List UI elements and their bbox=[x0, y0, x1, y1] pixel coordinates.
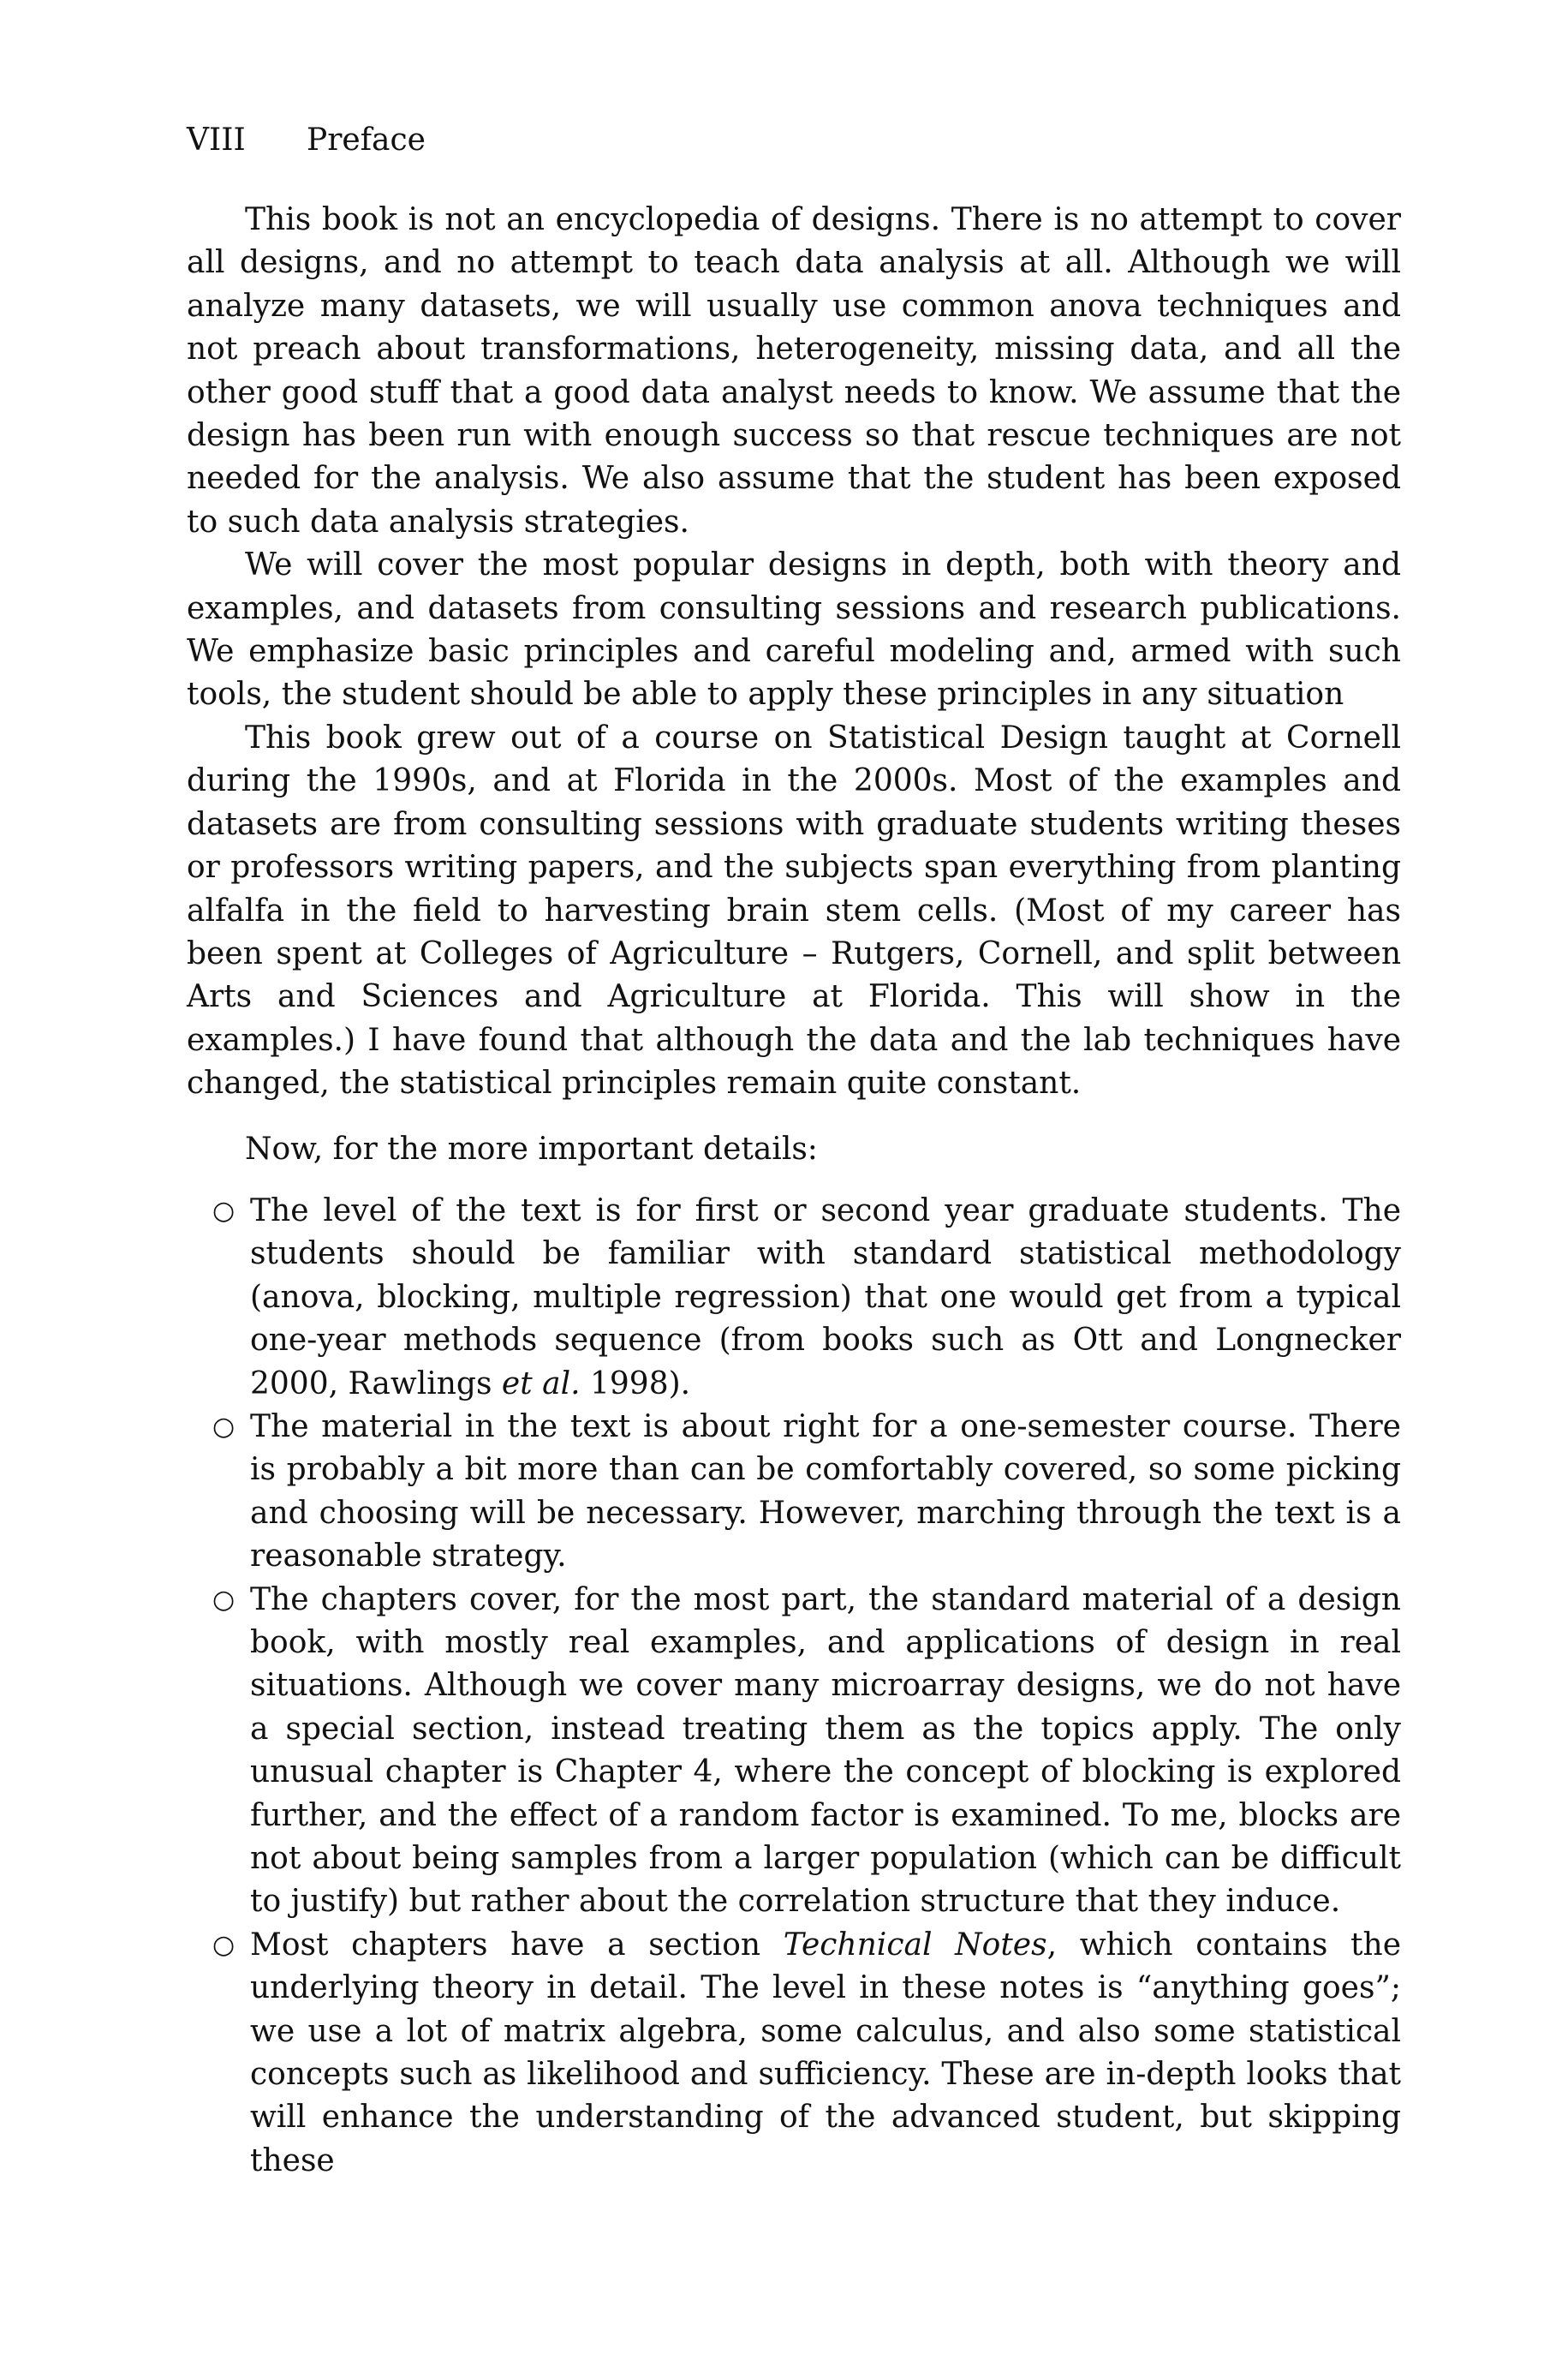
body-text bbox=[187, 199, 1401, 2183]
page-number: VIII bbox=[187, 122, 246, 158]
paragraph-coverage: We will cover the most popular designs in depth, both with theory and examples, and datasets from consulting sessions and research publications. We emphasize basic principles and careful modeling and, armed with such tools, the student should be able to apply these principles in any situation bbox=[187, 547, 1401, 713]
paragraph-scope: This book is not an encyclopedia of designs. There is no attempt to cover all designs, and no attempt to teach data analysis at all. Although we will analyze many datasets, we will usually use common anova techniques and not preach about transformations, heterogeneity, missing data, and all the other good stuff that a good data analyst needs to know. We assume that the design has been run with enough success so that rescue techniques are not needed for the analysis. We also assume that the student has been exposed to such data analysis strategies. bbox=[187, 202, 1401, 540]
paragraph-details-intro: Now, for the more important details: bbox=[245, 1131, 818, 1167]
circle-bullet-icon: ○ bbox=[212, 1411, 235, 1442]
list-item-text: The material in the text is about right for a one-semester course. There is probably a bit more than can be comfortably covered, so some picking and choosing will be necessary. However, marching through the text is a reasonable strategy. bbox=[250, 1408, 1401, 1574]
list-item-italic: et al. bbox=[501, 1365, 581, 1401]
list-item bbox=[187, 1579, 1401, 1924]
list-item bbox=[187, 1190, 1401, 1406]
list-item-text-end: , which contains the underlying theory in detail. The level in these notes is “anything goes”; we use a lot of matrix algebra, some calculus, and also some statistical concepts such as likelihood and sufficiency. These are in-depth looks that will enhance the understanding of the advanced student, but skipping these bbox=[250, 1927, 1401, 2178]
section-title: Preface bbox=[307, 122, 426, 158]
circle-bullet-icon: ○ bbox=[212, 1195, 235, 1226]
list-item-text-end: 1998). bbox=[580, 1365, 691, 1401]
circle-bullet-icon: ○ bbox=[212, 1584, 235, 1615]
circle-bullet-icon: ○ bbox=[212, 1929, 235, 1960]
list-item-text: The chapters cover, for the most part, the standard material of a design book, with mostly real examples, and applications of design in real situations. Although we cover many microarray designs, we do not have a special section, instead treating them as the topics apply. The only unusual chapter is Chapter 4, where the concept of blocking is explored further, and the effect of a random factor is examined. To me, blocks are not about being samples from a larger population (which can be difficult to justify) but rather about the correlation structure that they induce. bbox=[250, 1581, 1401, 1920]
list-item-text: Most chapters have a section bbox=[250, 1927, 784, 1963]
details-list bbox=[187, 1190, 1401, 2183]
list-item bbox=[187, 1406, 1401, 1579]
list-item-italic: Technical Notes bbox=[783, 1927, 1047, 1963]
list-item-text: The level of the text is for first or second year graduate students. The students should be familiar with standard statistical methodology (anova, blocking, multiple regression) that one would get from a typical one-year methods sequence (from books such as Ott and Longnecker 2000, Rawlings bbox=[250, 1192, 1401, 1401]
running-head bbox=[187, 118, 426, 163]
list-item bbox=[187, 1924, 1401, 2183]
paragraph-origin: This book grew out of a course on Statistical Design taught at Cornell during the 1990s, and at Florida in the 2000s. Most of the examples and datasets are from consulting sessions with graduate students writing theses or professors writing papers, and the subjects span everything from planting alfalfa in the field to harvesting brain stem cells. (Most of my career has been spent at Colleges of Agriculture – Rutgers, Cornell, and split between Arts and Sciences and Agriculture at Florida. This will show in the examples.) I have found that although the data and the lab techniques have changed, the statistical principles remain quite constant. bbox=[187, 720, 1401, 1102]
